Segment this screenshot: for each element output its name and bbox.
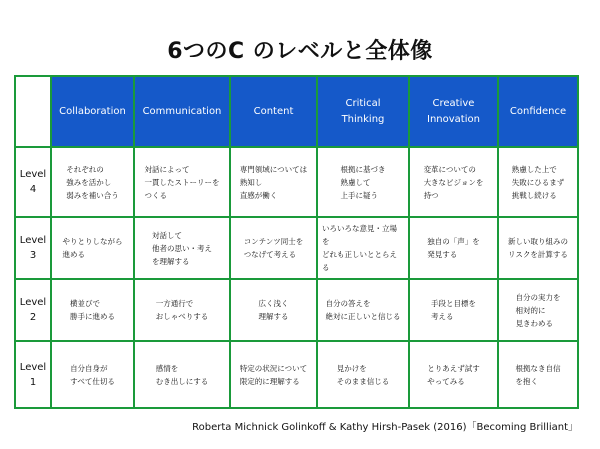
table-cell: 見かけを そのまま信じる xyxy=(318,342,410,407)
table-cell: 対話して 他者の思い・考え を理解する xyxy=(135,218,231,280)
level-word: Level xyxy=(19,297,47,308)
six-c-table xyxy=(14,75,579,409)
table-cell: やりとりしながら 進める xyxy=(52,218,135,280)
header-critical-thinking: Critical Thinking xyxy=(318,77,410,148)
header-content: Content xyxy=(231,77,318,148)
level-number: 2 xyxy=(29,312,37,323)
table-cell: 変革についての 大きなビジョンを 持つ xyxy=(410,148,499,218)
table-cell: 根拠に基づき 熟慮して 上手に疑う xyxy=(318,148,410,218)
header-creative-innovation: Creative Innovation xyxy=(410,77,499,148)
header-confidence: Confidence xyxy=(499,77,577,148)
table-cell: コンテンツ同士を つなげて考える xyxy=(231,218,318,280)
table-cell: 専門領域については 熟知し 直感が働く xyxy=(231,148,318,218)
header-collaboration: Collaboration xyxy=(52,77,135,148)
table-cell: いろいろな意見・立場を どれも正しいととらえる xyxy=(318,218,410,280)
table-cell: とりあえず試す やってみる xyxy=(410,342,499,407)
table-cell: 自分の答えを 絶対に正しいと信じる xyxy=(318,280,410,342)
level-number: 3 xyxy=(29,250,37,261)
table-cell: 自分の実力を 相対的に 見きわめる xyxy=(499,280,577,342)
row-label-level-4 xyxy=(16,148,52,218)
level-number: 1 xyxy=(29,376,37,388)
table-cell: 横並びで 勝手に進める xyxy=(52,280,135,342)
table-cell: 感情を むき出しにする xyxy=(135,342,231,407)
table-cell: 手段と目標を 考える xyxy=(410,280,499,342)
row-label-level-2 xyxy=(16,280,52,342)
row-label-level-1 xyxy=(16,342,52,407)
table-cell: 熟慮した上で 失敗にひるまず 挑戦し続ける xyxy=(499,148,577,218)
table-corner-cell xyxy=(16,77,52,148)
page-title: 6つのC のレベルと全体像 xyxy=(167,39,433,64)
level-number: 4 xyxy=(29,184,37,195)
table-cell: 自分自身が すべて仕切る xyxy=(52,342,135,407)
table-cell: 根拠なき自信 を抱く xyxy=(515,363,561,386)
table-cell: 新しい取り組みの リスクを計算する xyxy=(499,218,577,280)
level-word: Level xyxy=(19,169,47,180)
table-cell: 対話によって 一貫したストーリーを つくる xyxy=(135,148,231,218)
header-communication: Communication xyxy=(135,77,231,148)
level-word: Level xyxy=(19,361,47,373)
row-label-level-3 xyxy=(16,218,52,280)
table-cell: 広く浅く 理解する xyxy=(231,280,318,342)
source-citation: Roberta Michnick Golinkoff & Kathy Hirsh-Pasek (2016)「Becoming Brilliant」 xyxy=(192,422,578,433)
table-cell: それぞれの 強みを活かし 弱みを補い合う xyxy=(52,148,135,218)
table-cell: 特定の状況について 限定的に理解する xyxy=(231,342,318,407)
level-word: Level xyxy=(19,235,47,246)
table-cell: 独自の「声」を 発見する xyxy=(410,218,499,280)
table-cell: 一方通行で おしゃべりする xyxy=(135,280,231,342)
